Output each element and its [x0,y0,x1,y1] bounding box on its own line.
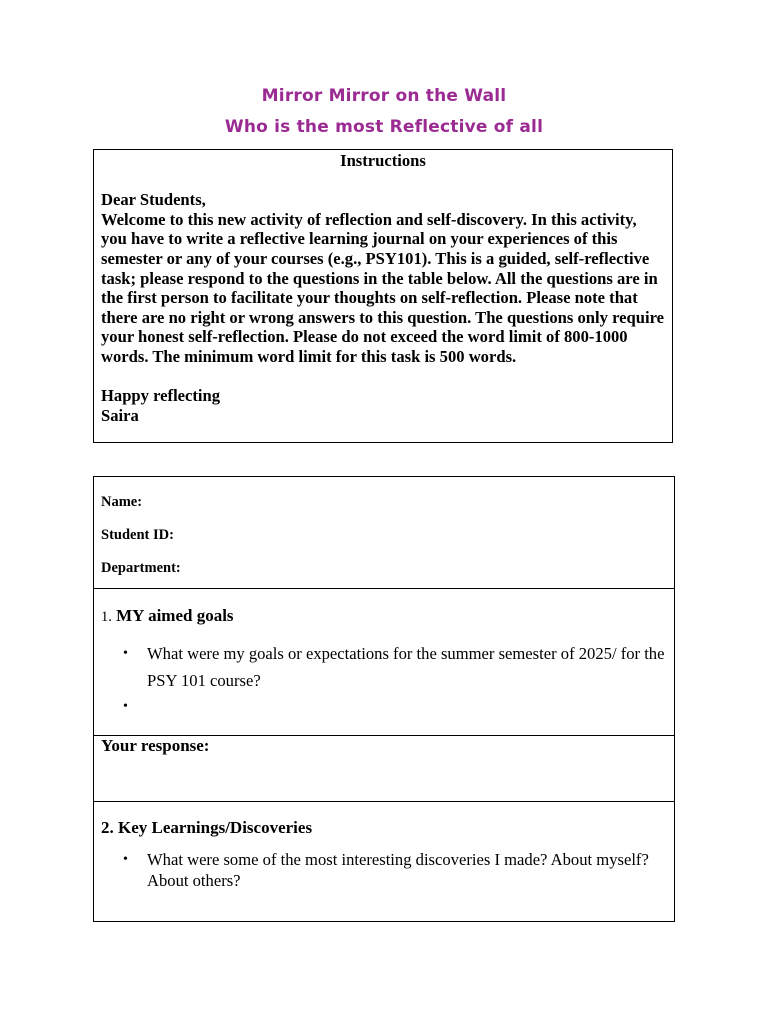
list-item [101,694,667,721]
instructions-heading: Instructions [340,151,426,170]
signature: Saira [101,405,139,425]
section-goals-heading [101,606,667,626]
name-label: Name: [101,494,143,510]
reflection-form-table [93,476,675,922]
section-goals-number: 1. [101,609,112,625]
section-learnings-cell [94,802,675,922]
section-goals-cell [94,589,675,736]
closing-text: Happy reflecting [101,386,221,406]
section-learnings-row [94,802,675,922]
question-text: What were my goals or expectations for the summer semester of 2025/ for the PSY 101 course? [147,644,665,690]
section-learnings-questions [101,849,667,891]
list-item [101,641,667,694]
bullet-icon: • [123,699,128,714]
response-cell[interactable] [94,736,675,802]
response-row [94,736,675,802]
bullet-icon: • [123,646,128,661]
salutation: Dear Students, [101,190,206,210]
department-label: Department: [101,560,181,576]
section-learnings-heading: 2. Key Learnings/Discoveries [101,818,313,837]
section-goals-questions [101,641,667,721]
list-item [101,849,667,891]
section-goals-title: MY aimed goals [116,606,234,625]
student-info-row [94,477,675,589]
document-title: Mirror Mirror on the Wall [261,86,507,106]
instructions-text: Welcome to this new activity of reflection and self-discovery. In this activity, you have to write a reflective learning journal on your experiences of this semester or any of your courses (e.g., PSY101). This is a guided, self-reflective task; please respond to the questions in the table below. All the questions are in the first person to facilitate your thoughts on self-reflection. Please note that there are no right or wrong answers to this question. The questions only require your honest self-reflection. Please do not exceed the word limit of 800-1000 words. The minimum word limit for this task is 500 words. [101,209,665,366]
document-subtitle: Who is the most Reflective of all [224,117,544,137]
student-id-label: Student ID: [101,527,174,543]
bullet-icon: • [123,852,128,867]
instructions-body [101,190,665,425]
student-info-cell[interactable] [94,477,675,589]
instructions-box [93,149,673,443]
response-label: Your response: [101,736,210,755]
section-goals-row [94,589,675,736]
question-text: What were some of the most interesting discoveries I made? About myself? About others? [147,850,649,890]
